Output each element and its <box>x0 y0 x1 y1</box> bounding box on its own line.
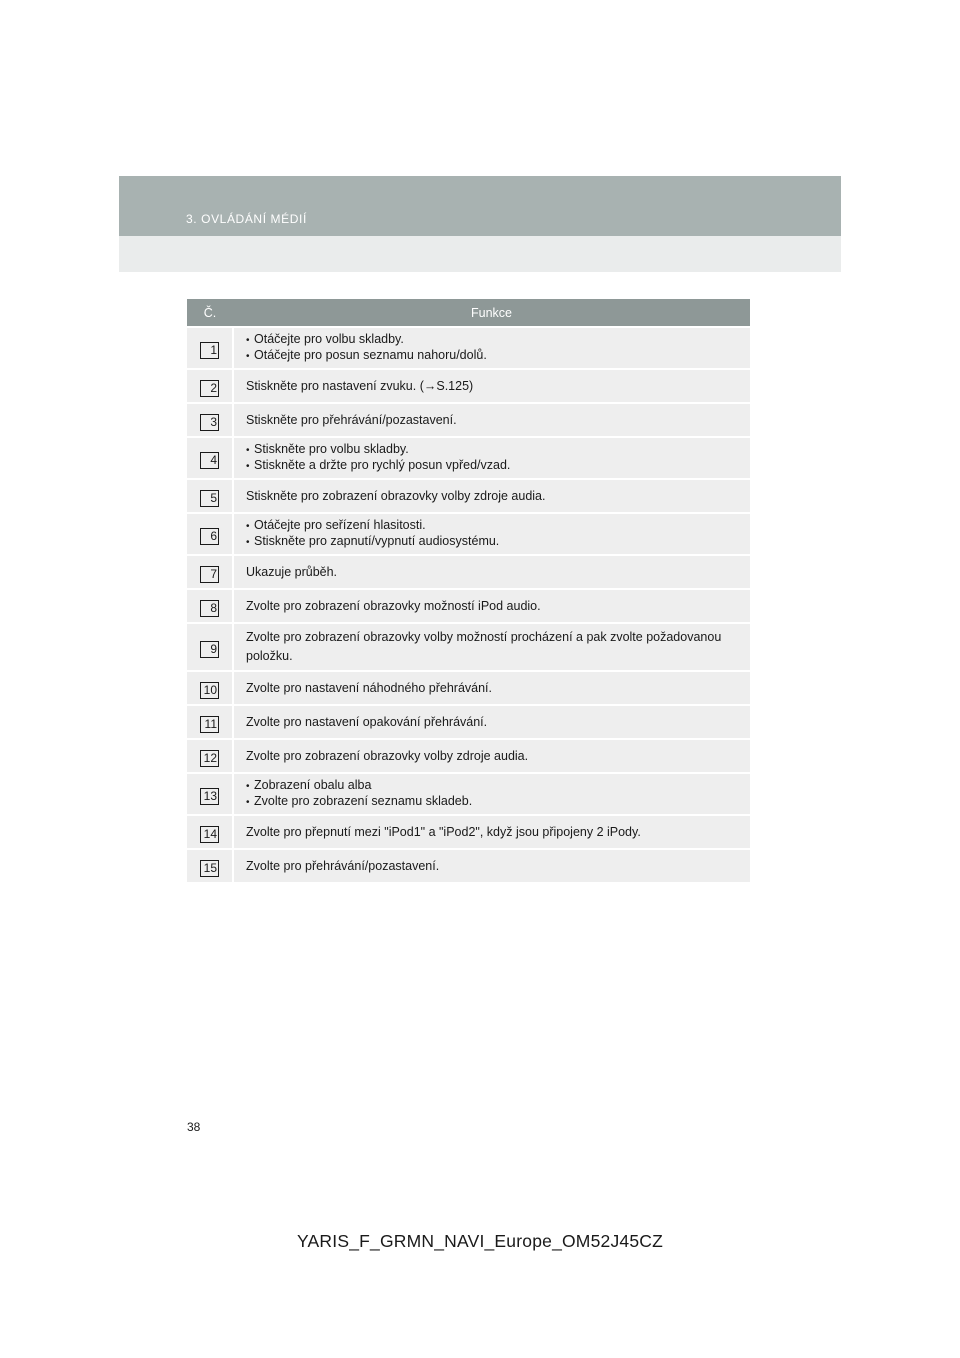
header-bar <box>119 176 841 236</box>
row-number-badge: 4 <box>200 452 219 469</box>
row-number-badge: 12 <box>200 750 219 767</box>
page-number: 38 <box>187 1120 201 1134</box>
row-number-cell <box>187 773 233 815</box>
row-number-badge: 10 <box>200 682 219 699</box>
row-number-badge: 6 <box>200 528 219 545</box>
row-number-cell <box>187 403 233 437</box>
list-item: • Stiskněte pro volbu skladby. <box>246 442 409 456</box>
row-number-cell <box>187 437 233 479</box>
bullet-icon: • <box>246 461 250 472</box>
list-item: • Zvolte pro zobrazení seznamu skladeb. <box>246 794 473 808</box>
row-description <box>233 327 750 369</box>
row-number-badge: 9 <box>200 641 219 658</box>
table-row <box>187 671 750 705</box>
row-description <box>233 513 750 555</box>
row-number-cell <box>187 555 233 589</box>
function-table <box>187 299 750 882</box>
table-row <box>187 589 750 623</box>
row-number-cell <box>187 623 233 671</box>
row-description: Zvolte pro nastavení náhodného přehrávání. <box>233 671 750 705</box>
row-description: Stiskněte pro přehrávání/pozastavení. <box>233 403 750 437</box>
row-number-badge: 11 <box>200 716 219 733</box>
list-item: • Otáčejte pro seřízení hlasitosti. <box>246 518 426 532</box>
bullet-icon: • <box>246 521 250 532</box>
list-item: • Stiskněte pro zapnutí/vypnutí audiosystému. <box>246 534 500 548</box>
table-row <box>187 739 750 773</box>
table-header-row <box>187 299 750 327</box>
header-subbar <box>119 236 841 272</box>
bullet-icon: • <box>246 781 250 792</box>
row-description: Stiskněte pro nastavení zvuku. (→S.125) <box>233 369 750 403</box>
row-description: Stiskněte pro zobrazení obrazovky volby zdroje audia. <box>233 479 750 513</box>
row-number-cell <box>187 705 233 739</box>
row-number-cell <box>187 739 233 773</box>
table-row <box>187 327 750 369</box>
row-number-badge: 3 <box>200 414 219 431</box>
table-row <box>187 773 750 815</box>
table-row <box>187 849 750 882</box>
row-number-cell <box>187 327 233 369</box>
row-description: Zvolte pro zobrazení obrazovky volby možností procházení a pak zvolte požadovanou položku. <box>233 623 750 671</box>
table-row <box>187 623 750 671</box>
list-item: • Zobrazení obalu alba <box>246 778 372 792</box>
row-number-cell <box>187 513 233 555</box>
column-header-number: Č. <box>187 299 233 327</box>
bullet-icon: • <box>246 335 250 346</box>
row-description <box>233 437 750 479</box>
row-description <box>233 773 750 815</box>
row-number-cell <box>187 671 233 705</box>
row-number-badge: 14 <box>200 826 219 843</box>
row-number-badge: 2 <box>200 380 219 397</box>
table-row <box>187 815 750 849</box>
list-item: • Otáčejte pro volbu skladby. <box>246 332 404 346</box>
row-number-cell <box>187 849 233 882</box>
list-item: • Otáčejte pro posun seznamu nahoru/dolů. <box>246 348 487 362</box>
row-number-badge: 5 <box>200 490 219 507</box>
bullet-icon: • <box>246 445 250 456</box>
row-description: Zvolte pro zobrazení obrazovky možností iPod audio. <box>233 589 750 623</box>
row-description: Zvolte pro zobrazení obrazovky volby zdroje audia. <box>233 739 750 773</box>
table-row <box>187 513 750 555</box>
column-header-function: Funkce <box>233 299 750 327</box>
table-row <box>187 437 750 479</box>
row-number-cell <box>187 369 233 403</box>
list-item: • Stiskněte a držte pro rychlý posun vpřed/vzad. <box>246 458 511 472</box>
table-row <box>187 705 750 739</box>
row-number-badge: 7 <box>200 566 219 583</box>
row-description: Zvolte pro přehrávání/pozastavení. <box>233 849 750 882</box>
bullet-icon: • <box>246 797 250 808</box>
table-row <box>187 369 750 403</box>
row-number-cell <box>187 815 233 849</box>
section-title: 3. OVLÁDÁNÍ MÉDIÍ <box>186 212 307 226</box>
row-number-badge: 8 <box>200 600 219 617</box>
row-number-badge: 1 <box>200 342 219 359</box>
row-number-badge: 15 <box>200 860 219 877</box>
row-description: Zvolte pro nastavení opakování přehrávání. <box>233 705 750 739</box>
bullet-icon: • <box>246 351 250 362</box>
row-description: Zvolte pro přepnutí mezi "iPod1" a "iPod2", když jsou připojeny 2 iPody. <box>233 815 750 849</box>
row-number-cell <box>187 479 233 513</box>
bullet-icon: • <box>246 537 250 548</box>
table-row <box>187 479 750 513</box>
document-code: YARIS_F_GRMN_NAVI_Europe_OM52J45CZ <box>296 1231 663 1251</box>
table-row <box>187 555 750 589</box>
row-description: Ukazuje průběh. <box>233 555 750 589</box>
row-number-badge: 13 <box>200 788 219 805</box>
table-row <box>187 403 750 437</box>
row-number-cell <box>187 589 233 623</box>
